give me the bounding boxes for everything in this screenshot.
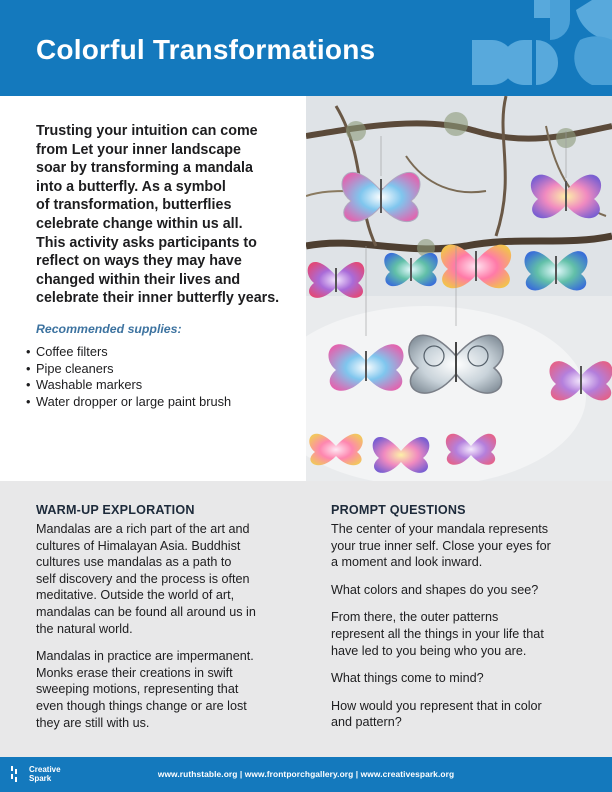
intro-line: Trusting your intuition can come <box>36 123 258 139</box>
logo-line: Spark <box>29 774 52 783</box>
supply-item: • Water dropper or large paint brush <box>26 394 231 411</box>
prompt-paragraph <box>331 670 581 687</box>
butterfly-illustration <box>306 96 612 481</box>
intro-line: changed within their lives and <box>36 271 241 288</box>
page-header <box>0 0 612 96</box>
text-line: the natural world. <box>36 621 133 636</box>
text-line: they are still with us. <box>36 715 150 730</box>
warmup-paragraph <box>36 648 286 731</box>
text-line: your true inner self. Close your eyes for <box>331 538 551 553</box>
decorative-shapes <box>472 0 612 96</box>
prompt-paragraph <box>331 521 581 571</box>
supply-item: • Pipe cleaners <box>26 361 231 378</box>
text-line: The center of your mandala represents <box>331 522 549 536</box>
butterfly-photo <box>306 96 612 481</box>
prompt-paragraph <box>331 698 581 731</box>
text-line: have led to you being who you are. <box>331 643 527 658</box>
text-line: How would you represent that in color <box>331 698 542 713</box>
intro-line: of transformation, butterflies <box>36 197 232 214</box>
text-line: sweeping motions, representing that <box>36 682 239 697</box>
text-line: From there, the outer patterns <box>331 610 499 625</box>
supplies-title: Recommended supplies: <box>36 322 182 336</box>
page-footer <box>0 757 612 792</box>
warmup-paragraph <box>36 521 286 637</box>
prompt-paragraph <box>331 609 581 659</box>
text-line: mandalas can be found all around us in <box>36 604 256 619</box>
intro-line: from Let your inner landscape <box>36 141 241 158</box>
intro-line: reflect on ways they may have <box>36 253 242 270</box>
intro-line: soar by transforming a mandala <box>36 160 253 177</box>
prompt-paragraph <box>331 582 581 599</box>
text-line: cultures use mandalas as a path to <box>36 555 232 570</box>
text-line: and pattern? <box>331 715 402 730</box>
logo-line: Creative <box>29 765 61 774</box>
supply-item: • Coffee filters <box>26 344 231 361</box>
page-title: Colorful Transformations <box>36 34 376 65</box>
text-line: cultures of Himalayan Asia. Buddhist <box>36 538 241 553</box>
warmup-title: WARM-UP EXPLORATION <box>36 503 195 517</box>
intro-line: This activity asks participants to <box>36 234 257 251</box>
supply-item: • Washable markers <box>26 377 231 394</box>
prompts-section <box>331 521 581 742</box>
intro-line: celebrate their inner butterfly years. <box>36 290 280 307</box>
text-line: meditative. Outside the world of art, <box>36 588 235 603</box>
footer-links[interactable]: www.ruthstable.org | www.frontporchgallery.org | www.creativespark.org <box>157 769 455 779</box>
text-line: What things come to mind? <box>331 671 484 686</box>
text-line: represent all the things in your life that <box>331 626 544 641</box>
text-line: Mandalas are a rich part of the art and <box>36 522 250 536</box>
text-line: Monks erase their creations in swift <box>36 665 233 680</box>
text-line: Mandalas in practice are impermanent. <box>36 649 254 664</box>
intro-paragraph <box>36 122 294 308</box>
text-line: self discovery and the process is often <box>36 571 250 586</box>
text-line: even though things change or are lost <box>36 698 247 713</box>
text-line: What colors and shapes do you see? <box>331 582 539 597</box>
intro-line: celebrate change within us all. <box>36 215 243 232</box>
supplies-list <box>26 344 231 410</box>
prompts-title: PROMPT QUESTIONS <box>331 503 466 517</box>
intro-line: into a butterfly. As a symbol <box>36 178 226 195</box>
text-line: a moment and look inward. <box>331 555 483 570</box>
warmup-section <box>36 521 286 742</box>
